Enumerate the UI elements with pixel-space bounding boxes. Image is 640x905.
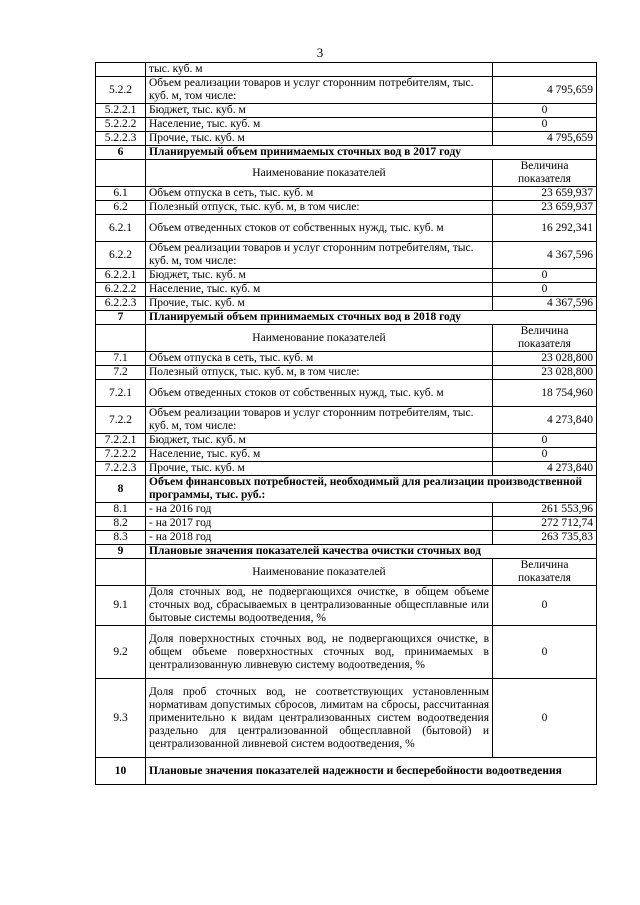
indicator-label: Население, тыс. куб. м (146, 118, 493, 132)
indicator-value: 0 (493, 283, 597, 297)
indicator-row (96, 201, 597, 215)
indicator-value: 23 659,937 (493, 187, 597, 201)
section-row (96, 545, 597, 559)
column-header-row (96, 160, 597, 187)
indicator-row (96, 448, 597, 462)
indicator-row (96, 104, 597, 118)
indicator-value: 0 (493, 434, 597, 448)
indicator-row (96, 242, 597, 269)
indicator-label: Объем реализации товаров и услуг сторонним потребителям, тыс. куб. м, том числе: (146, 407, 493, 434)
indicator-number: 9.1 (96, 586, 146, 626)
indicator-label: Бюджет, тыс. куб. м (146, 269, 493, 283)
page-number: 3 (316, 45, 324, 60)
indicator-value: 4 795,659 (493, 132, 597, 146)
indicator-row (96, 679, 597, 758)
indicator-number: 6.2.2 (96, 242, 146, 269)
section-row (96, 311, 597, 325)
indicator-number: 6.2.2.2 (96, 283, 146, 297)
section-title: Плановые значения показателей качества очистки сточных вод (146, 545, 597, 559)
header-value: Величина показателя (493, 325, 597, 352)
empty-cell (96, 559, 146, 586)
indicator-label: Полезный отпуск, тыс. куб. м, в том числе: (146, 366, 493, 380)
indicator-value: 0 (493, 104, 597, 118)
indicator-label: Прочие, тыс. куб. м (146, 132, 493, 146)
indicator-value: 261 553,96 (493, 503, 597, 517)
indicator-row (96, 626, 597, 679)
indicator-label: Объем реализации товаров и услуг сторонним потребителям, тыс. куб. м, том числе: (146, 242, 493, 269)
indicator-number: 6.2.1 (96, 215, 146, 242)
indicator-row (96, 517, 597, 531)
indicator-row (96, 462, 597, 476)
indicator-label: Объем отведенных стоков от собственных нужд, тыс. куб. м (146, 380, 493, 407)
indicator-number: 7.2.2.1 (96, 434, 146, 448)
indicator-label: - на 2017 год (146, 517, 493, 531)
indicator-row (96, 118, 597, 132)
indicator-number (96, 63, 146, 77)
indicator-number: 8.1 (96, 503, 146, 517)
header-value: Величина показателя (493, 160, 597, 187)
section-title: Планируемый объем принимаемых сточных вод в 2018 году (146, 311, 597, 325)
indicator-row (96, 269, 597, 283)
indicator-number: 8.3 (96, 531, 146, 545)
indicator-label: Объем отпуска в сеть, тыс. куб. м (146, 352, 493, 366)
indicator-value: 0 (493, 626, 597, 679)
indicator-value: 0 (493, 586, 597, 626)
indicator-label: Доля проб сточных вод, не соответствующих установленным нормативам допустимых сбросов, лимитам на сбросы, рассчитанная применительно к видам централизованных систем водоотведения раздельно для централизованной общесплавной (бытовой) и централизованной ливневой систем водоотведения, % (146, 679, 493, 758)
indicator-number: 7.2.1 (96, 380, 146, 407)
indicator-value: 0 (493, 448, 597, 462)
indicator-label: Бюджет, тыс. куб. м (146, 434, 493, 448)
section-title: Объем финансовых потребностей, необходимый для реализации производственной программы, тыс. руб.: (146, 476, 597, 503)
indicator-label: Прочие, тыс. куб. м (146, 297, 493, 311)
indicator-row (96, 366, 597, 380)
indicator-value: 16 292,341 (493, 215, 597, 242)
indicator-value: 4 273,840 (493, 407, 597, 434)
indicator-number: 9.2 (96, 626, 146, 679)
section-row (96, 146, 597, 160)
indicator-row (96, 77, 597, 104)
empty-cell (96, 160, 146, 187)
indicator-row (96, 531, 597, 545)
indicator-number: 5.2.2.2 (96, 118, 146, 132)
indicator-row (96, 63, 597, 77)
section-number: 10 (96, 758, 146, 785)
indicator-number: 5.2.2.3 (96, 132, 146, 146)
indicator-row (96, 407, 597, 434)
indicators-table-body (96, 63, 597, 785)
indicator-value (493, 63, 597, 77)
indicator-value: 4 367,596 (493, 242, 597, 269)
indicator-value: 23 028,800 (493, 366, 597, 380)
indicator-number: 8.2 (96, 517, 146, 531)
section-number: 8 (96, 476, 146, 503)
indicator-value: 263 735,83 (493, 531, 597, 545)
header-name: Наименование показателей (146, 559, 493, 586)
indicator-row (96, 380, 597, 407)
indicator-row (96, 132, 597, 146)
indicator-number: 5.2.2.1 (96, 104, 146, 118)
indicator-label: Объем отпуска в сеть, тыс. куб. м (146, 187, 493, 201)
indicator-row (96, 215, 597, 242)
indicator-label: Прочие, тыс. куб. м (146, 462, 493, 476)
column-header-row (96, 325, 597, 352)
section-number: 7 (96, 311, 146, 325)
section-row (96, 758, 597, 785)
header-name: Наименование показателей (146, 160, 493, 187)
indicator-row (96, 586, 597, 626)
indicator-value: 23 659,937 (493, 201, 597, 215)
indicator-label: Полезный отпуск, тыс. куб. м, в том числе: (146, 201, 493, 215)
indicator-number: 9.3 (96, 679, 146, 758)
indicator-label: Доля поверхностных сточных вод, не подвергающихся очистке, в общем объеме поверхностных сточных вод, принимаемых в централизованную ливневую систему водоотведения, % (146, 626, 493, 679)
header-value: Величина показателя (493, 559, 597, 586)
indicator-row (96, 297, 597, 311)
indicator-number: 6.2.2.3 (96, 297, 146, 311)
indicator-number: 7.2.2 (96, 407, 146, 434)
indicator-label: Объем отведенных стоков от собственных нужд, тыс. куб. м (146, 215, 493, 242)
indicator-label: Население, тыс. куб. м (146, 283, 493, 297)
indicator-value: 0 (493, 118, 597, 132)
indicator-value: 272 712,74 (493, 517, 597, 531)
indicator-number: 7.2.2.3 (96, 462, 146, 476)
section-title: Планируемый объем принимаемых сточных вод в 2017 году (146, 146, 597, 160)
indicator-label: - на 2016 год (146, 503, 493, 517)
indicator-row (96, 352, 597, 366)
indicator-label: Объем реализации товаров и услуг сторонним потребителям, тыс. куб. м, том числе: (146, 77, 493, 104)
empty-cell (96, 325, 146, 352)
indicator-value: 4 795,659 (493, 77, 597, 104)
indicator-row (96, 434, 597, 448)
indicator-label: Население, тыс. куб. м (146, 448, 493, 462)
indicator-value: 23 028,800 (493, 352, 597, 366)
column-header-row (96, 559, 597, 586)
indicator-value: 0 (493, 679, 597, 758)
indicator-row (96, 503, 597, 517)
indicator-number: 6.1 (96, 187, 146, 201)
section-title: Плановые значения показателей надежности и бесперебойности водоотведения (146, 758, 597, 785)
indicator-label: Доля сточных вод, не подвергающихся очистке, в общем объеме сточных вод, сбрасываемых в централизованные общесплавные или бытовые системы водоотведения, % (146, 586, 493, 626)
indicator-number: 6.2 (96, 201, 146, 215)
indicator-number: 6.2.2.1 (96, 269, 146, 283)
indicator-value: 4 273,840 (493, 462, 597, 476)
indicator-number: 7.2 (96, 366, 146, 380)
section-row (96, 476, 597, 503)
section-number: 9 (96, 545, 146, 559)
indicator-value: 4 367,596 (493, 297, 597, 311)
indicator-number: 7.2.2.2 (96, 448, 146, 462)
indicators-table (95, 62, 597, 785)
indicator-row (96, 187, 597, 201)
indicator-value: 0 (493, 269, 597, 283)
indicator-label: - на 2018 год (146, 531, 493, 545)
indicator-number: 5.2.2 (96, 77, 146, 104)
indicator-row (96, 283, 597, 297)
header-name: Наименование показателей (146, 325, 493, 352)
indicator-label: тыс. куб. м (146, 63, 493, 77)
indicator-number: 7.1 (96, 352, 146, 366)
section-number: 6 (96, 146, 146, 160)
indicator-value: 18 754,960 (493, 380, 597, 407)
indicator-label: Бюджет, тыс. куб. м (146, 104, 493, 118)
